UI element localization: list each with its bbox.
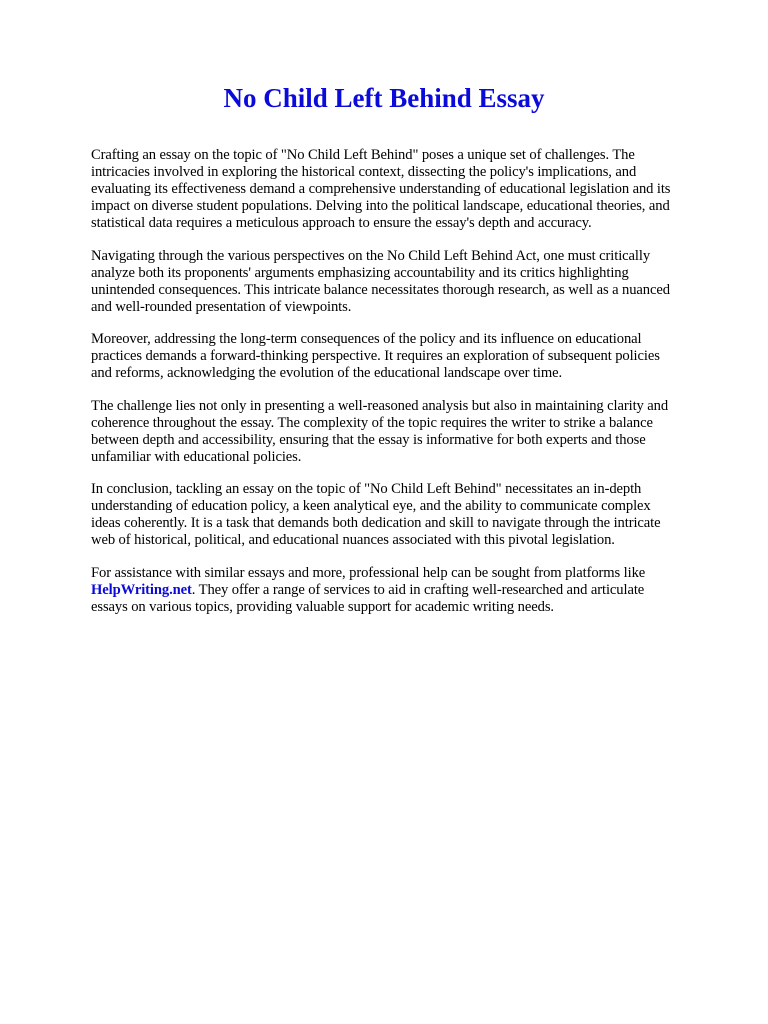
paragraph-2 bbox=[91, 248, 722, 316]
paragraph-4 bbox=[91, 398, 722, 466]
text-line: and reforms, acknowledging the evolution of the educational landscape over time. bbox=[91, 365, 563, 381]
text-line: coherence throughout the essay. The complexity of the topic requires the writer to strike a balance bbox=[91, 414, 653, 431]
text-after-link: . They offer a range of services to aid in crafting well-researched and articulate bbox=[191, 581, 645, 598]
text-line: intricacies involved in exploring the historical context, dissecting the policy's implications, and bbox=[91, 164, 637, 180]
text-line: between depth and accessibility, ensuring that the essay is informative for both experts and those bbox=[91, 431, 646, 448]
text-line: impact on diverse student populations. Delving into the political landscape, educational theories, and bbox=[91, 198, 670, 214]
text-line: For assistance with similar essays and more, professional help can be sought from platforms like bbox=[91, 564, 646, 581]
closing-paragraph bbox=[91, 565, 722, 616]
text-line: evaluating its effectiveness demand a comprehensive understanding of educational legislation and its bbox=[91, 181, 671, 197]
text-line: essays on various topics, providing valuable support for academic writing needs. bbox=[91, 598, 554, 615]
helpwriting-link[interactable]: HelpWriting.net bbox=[91, 581, 192, 598]
paragraph-5 bbox=[91, 481, 722, 549]
essay-body bbox=[91, 147, 722, 631]
text-line: practices demands a forward-thinking perspective. It requires an exploration of subsequent policies bbox=[91, 348, 660, 364]
paragraph-3 bbox=[91, 331, 722, 382]
text-line-with-link bbox=[91, 582, 722, 599]
text-line: statistical data requires a meticulous approach to ensure the essay's depth and accuracy. bbox=[91, 215, 592, 231]
text-line: and well-rounded presentation of viewpoints. bbox=[91, 298, 352, 315]
page-title: No Child Left Behind Essay bbox=[223, 83, 545, 113]
paragraph-1 bbox=[91, 147, 722, 232]
text-line: understanding of education policy, a keen analytical eye, and the ability to communicate complex bbox=[91, 498, 651, 514]
text-line: analyze both its proponents' arguments emphasizing accountability and its critics highlighting bbox=[91, 264, 629, 281]
text-line: web of historical, political, and educational nuances associated with this pivotal legislation. bbox=[91, 532, 615, 548]
text-line: unintended consequences. This intricate balance necessitates thorough research, as well as a nuanced bbox=[91, 281, 670, 298]
text-line: The challenge lies not only in presenting a well-reasoned analysis but also in maintaining clarity and bbox=[91, 397, 669, 414]
text-line: In conclusion, tackling an essay on the topic of "No Child Left Behind" necessitates an in-depth bbox=[91, 481, 642, 497]
text-line: Crafting an essay on the topic of "No Child Left Behind" poses a unique set of challenges. The bbox=[91, 147, 635, 163]
text-line: Moreover, addressing the long-term consequences of the policy and its influence on educational bbox=[91, 331, 642, 347]
text-line: Navigating through the various perspectives on the No Child Left Behind Act, one must critically bbox=[91, 247, 651, 264]
text-line: unfamiliar with educational policies. bbox=[91, 448, 302, 465]
text-line: ideas coherently. It is a task that demands both dedication and skill to navigate through the intricate bbox=[91, 515, 661, 531]
